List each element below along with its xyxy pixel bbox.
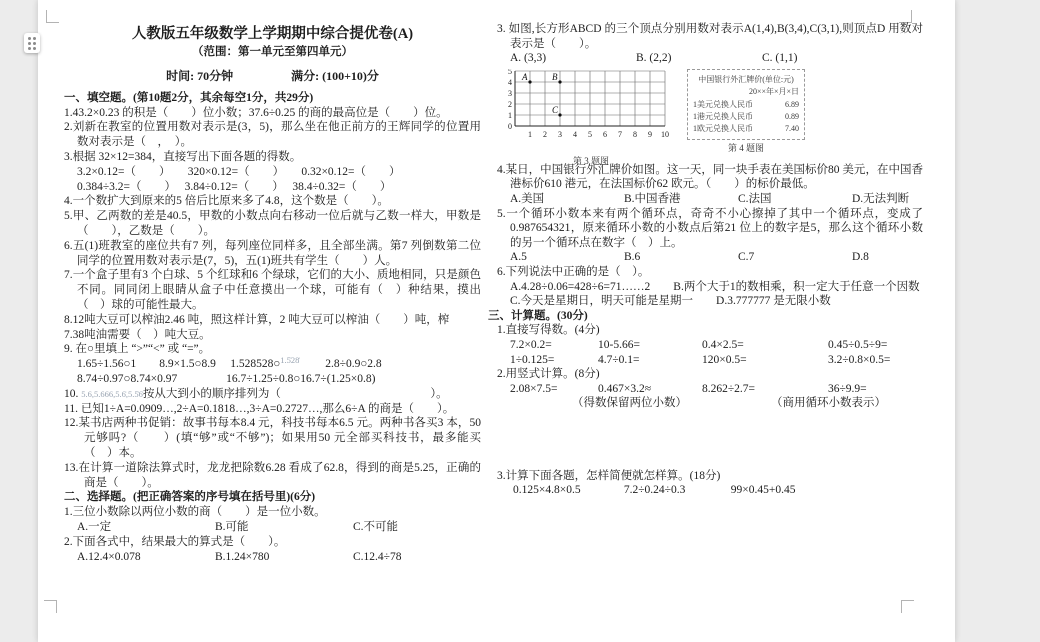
expression: 8.262÷2.7= bbox=[702, 382, 756, 395]
y-tick: 1 bbox=[508, 110, 512, 120]
choice-q5: 5.一个循环小数本来有两个循环点，奇奇不小心擦掉了其中一个循环点，变成了 0.987654321，原来循环小数的小数点后第21 位上的数字是5，那么这个循环小数的另一个循环点在数字（ ）上。 bbox=[497, 207, 923, 249]
fill-q3: 3.根据 32×12=384，直接写出下面各题的得数。 bbox=[64, 150, 302, 163]
dot bbox=[28, 47, 31, 50]
option-c: C.7 bbox=[738, 251, 755, 264]
option-b: B.可能 bbox=[215, 520, 249, 533]
option-c: C.法国 bbox=[738, 192, 772, 205]
dot bbox=[33, 47, 36, 50]
x-tick: 7 bbox=[618, 129, 622, 139]
calc1-row1 bbox=[497, 338, 923, 353]
dot bbox=[28, 42, 31, 45]
option-b: B. (2,2) bbox=[636, 52, 672, 65]
note-repeating-decimal: （商用循环小数表示） bbox=[771, 397, 886, 410]
fill-q1: 1.43.2×0.23 的积是（ ）位小数；37.6÷0.25 的商的最高位是（ ）位。 bbox=[64, 106, 448, 119]
choice-q1-options bbox=[64, 520, 481, 535]
option-b: B.中国香港 bbox=[624, 192, 681, 205]
rate-value: 0.89 bbox=[785, 112, 799, 121]
option-a: A.5 bbox=[510, 251, 527, 264]
fill-q13: 13.在计算一道除法算式时，龙龙把除数6.28 看成了62.8，得到的商是5.25，正确的商是（ ）。 bbox=[64, 461, 481, 489]
q9-row1-pre: 1.65÷1.56○1 8.9×1.5○8.9 1.528528○ bbox=[77, 358, 281, 371]
choice-q4: 4.某日，中国银行外汇牌价如图。这一天，同一块手表在美国标价80 美元，在中国香港标价610 港元，在法国标价62 欧元。（ ）的标价最低。 bbox=[497, 163, 923, 191]
y-tick: 2 bbox=[508, 99, 512, 109]
fill-q9: 9. 在○里填上 “>”“<” 或 “=”。 bbox=[64, 343, 211, 356]
choice-q6-options-cd: C.今天是星期日，明天可能是星期一 D.3.777777 是无限小数 bbox=[510, 295, 831, 308]
fill-q8-line1: 8.12吨大豆可以榨油2.46 吨，照这样计算，2 吨大豆可以榨油（ ）吨，榨 bbox=[64, 313, 450, 326]
x-tick: 1 bbox=[528, 129, 532, 139]
exchange-rate-figure bbox=[687, 69, 805, 156]
option-d: D.无法判断 bbox=[852, 192, 910, 205]
exam-scope: （范围：第一单元至第四单元） bbox=[192, 46, 353, 58]
exam-time: 时间: 70分钟 bbox=[166, 69, 234, 83]
fig4-caption: 第 4 题图 bbox=[727, 142, 764, 153]
exam-meta bbox=[64, 69, 481, 84]
expression: 7.2÷0.24÷0.3 bbox=[623, 484, 686, 497]
table-date: 20××年×月×日 bbox=[748, 87, 799, 97]
fill-q7: 7.一个盒子里有3 个白球、5 个红球和6 个绿球，它们的大小、质地相同，只是颜色不同。同同闭上眼睛从盒子中任意摸出一个球，可能有（ ）种结果，摸出（ ）球的可能性最大。 bbox=[64, 269, 481, 311]
fill-q12: 12.某书店两种书促销：故事书每本8.4 元，科技书每本6.5 元。两种书各买3 本，50 元够吗?（ ）(填“够”或“不够”)；如果用50 元全部买科技书，最多能买（ ）本。 bbox=[64, 417, 481, 459]
option-a: A.一定 bbox=[77, 520, 112, 533]
expression: 4.7÷0.1= bbox=[598, 353, 640, 366]
option-c: C.不可能 bbox=[353, 520, 399, 533]
fill-q3-row2: 0.384÷3.2=（ ） 3.84÷0.12=（ ） 38.4÷0.32=（ ） bbox=[77, 180, 392, 193]
x-tick: 4 bbox=[573, 129, 577, 139]
fill-q9-row2: 8.74÷0.97○8.74×0.97 16.7÷1.25÷0.8○16.7÷(1.25×0.8) bbox=[77, 372, 376, 385]
margin-mark-top-left bbox=[46, 10, 59, 23]
option-a: A.美国 bbox=[510, 192, 545, 205]
grid-chart bbox=[503, 69, 679, 149]
expression: 0.4×2.5= bbox=[702, 338, 744, 351]
expression: 36÷9.9= bbox=[828, 382, 867, 395]
point-c-label: C bbox=[552, 104, 559, 115]
fill-q11: 11. 已知1÷A=0.0909…,2÷A=0.1818…,3÷A=0.2727…,那么6÷A 的商是（ ）。 bbox=[64, 402, 455, 415]
expression: 0.125×4.8×0.5 bbox=[513, 484, 581, 497]
option-c: C.12.4÷78 bbox=[353, 550, 402, 563]
choice-q6: 6.下列说法中正确的是（ ）。 bbox=[497, 265, 650, 278]
option-c: C. (1,1) bbox=[762, 52, 798, 65]
calc1-row2 bbox=[497, 353, 923, 368]
currency-label: 1港元兑换人民币 bbox=[693, 112, 753, 121]
exchange-rate-table bbox=[687, 69, 805, 140]
choice-q5-options bbox=[497, 250, 923, 265]
calc3-header: 3.计算下面各题，怎样简便就怎样算。(18分) bbox=[497, 469, 721, 482]
expression: 1÷0.125= bbox=[510, 353, 555, 366]
x-tick: 9 bbox=[648, 129, 652, 139]
fig3-caption: 第 3 题图 bbox=[572, 156, 609, 167]
fill-q3-row1: 3.2×0.12=（ ） 320×0.12=（ ） 0.32×0.12=（ ） bbox=[77, 165, 401, 178]
table-row bbox=[693, 111, 799, 123]
repeating-decimal-note: 1.5̇28̇ bbox=[280, 355, 300, 366]
margin-mark-bottom-right bbox=[901, 600, 914, 613]
table-row bbox=[693, 99, 799, 111]
expression: 7.2×0.2= bbox=[510, 338, 552, 351]
x-tick: 5 bbox=[588, 129, 592, 139]
y-tick: 3 bbox=[508, 88, 512, 98]
choice-q1: 1.三位小数除以两位小数的商（ ）是一位小数。 bbox=[64, 506, 326, 519]
table-row bbox=[693, 123, 799, 135]
choice-q4-options bbox=[497, 192, 923, 207]
point-a-label: A bbox=[522, 71, 528, 82]
y-tick: 0 bbox=[508, 121, 512, 131]
dot bbox=[33, 37, 36, 40]
q9-row1-post: 2.8÷0.9○2.8 bbox=[299, 358, 382, 371]
exam-score: 满分: (100+10)分 bbox=[291, 69, 379, 83]
x-tick: 6 bbox=[603, 129, 607, 139]
expression: 2.08×7.5= bbox=[510, 382, 558, 395]
section2-header: 二、选择题。(把正确答案的序号填在括号里)(6分) bbox=[64, 491, 316, 504]
section1-header: 一、填空题。(第10题2分，其余每空1分，共29分) bbox=[64, 91, 314, 104]
y-tick: 5 bbox=[508, 68, 512, 76]
dot bbox=[33, 42, 36, 45]
expression: 3.2÷0.8×0.5= bbox=[828, 353, 891, 366]
fill-q10 bbox=[64, 387, 481, 402]
rate-value: 6.89 bbox=[785, 99, 799, 109]
choice-q2: 2.下面各式中，结果最大的算式是（ ）。 bbox=[64, 535, 286, 548]
option-d: D.8 bbox=[852, 251, 869, 264]
calc2-row bbox=[497, 382, 923, 397]
drag-handle-icon[interactable] bbox=[24, 33, 40, 53]
note-round-two-decimals: （得数保留两位小数） bbox=[572, 397, 687, 410]
choice-q3-options bbox=[497, 51, 923, 66]
option-a: A.12.4×0.078 bbox=[77, 550, 141, 563]
option-a: A. (3,3) bbox=[510, 52, 547, 65]
expression: 0.467×3.2≈ bbox=[598, 382, 652, 395]
x-tick: 8 bbox=[633, 129, 637, 139]
fill-q8-line2: 7.38吨油需要（ ）吨大豆。 bbox=[64, 328, 211, 341]
x-tick: 10 bbox=[661, 129, 669, 139]
table-title: 中国银行外汇牌价(单位:元) bbox=[698, 74, 794, 84]
x-tick: 3 bbox=[558, 129, 562, 139]
expression: 10-5.66= bbox=[598, 338, 640, 351]
margin-mark-bottom-left bbox=[44, 600, 57, 613]
currency-label: 1欧元兑换人民币 bbox=[693, 124, 753, 134]
dot bbox=[28, 37, 31, 40]
currency-label: 1美元兑换人民币 bbox=[693, 99, 753, 109]
fill-q6: 6.五(1)班教室的座位共有7 列，每列座位同样多，且全部坐满。第7 列倒数第二位同学的位置用数对表示是(7，5)，五(1)班共有学生（ ）人。 bbox=[64, 239, 481, 267]
calc3-row bbox=[497, 483, 923, 498]
fill-q5: 5.甲、乙两数的差是40.5，甲数的小数点向右移动一位后就与乙数一样大，甲数是（ ），乙数是（ ）。 bbox=[64, 210, 481, 237]
calc2-header: 2.用竖式计算。(8分) bbox=[497, 368, 600, 381]
calc2-notes bbox=[497, 396, 923, 411]
q10-number: 10. bbox=[64, 387, 82, 400]
option-b: B.6 bbox=[624, 251, 641, 264]
choice-q3: 3. 如图,长方形ABCD 的三个顶点分别用数对表示A(1,4),B(3,4),C(3,1),则顶点D 用数对表示是（ ）。 bbox=[497, 23, 923, 50]
fill-q9-row1 bbox=[64, 357, 481, 372]
fill-q4: 4.一个数扩大到原来的5 倍后比原来多了4.8，这个数是（ ）。 bbox=[64, 195, 389, 208]
calc1-header: 1.直接写得数。(4分) bbox=[497, 324, 600, 337]
right-column bbox=[488, 22, 923, 498]
x-tick: 2 bbox=[543, 129, 547, 139]
point-b-label: B bbox=[552, 71, 558, 82]
exam-title: 人教版五年级数学上学期期中综合提优卷(A) bbox=[131, 26, 414, 42]
coordinate-grid-figure bbox=[503, 69, 679, 169]
figures-row bbox=[497, 68, 923, 167]
q10-text: 按从大到小的顺序排列为（ ）。 bbox=[142, 387, 448, 400]
left-column bbox=[64, 24, 481, 564]
choice-q6-options-ab: A.4.28÷0.06=428÷6=71……2 B.两个大于1的数相乘，积一定大于任意一个因数 bbox=[510, 280, 920, 293]
y-tick: 4 bbox=[508, 77, 512, 87]
rate-value: 7.40 bbox=[785, 124, 799, 134]
expression: 99×0.45+0.45 bbox=[730, 484, 796, 497]
choice-q2-options bbox=[64, 550, 481, 565]
expression: 120×0.5= bbox=[702, 353, 747, 366]
number-sequence: 5.6,5.666,5.6̇,5.5̇6̇ bbox=[81, 388, 143, 399]
option-b: B.1.24×780 bbox=[215, 550, 270, 563]
section3-header: 三、计算题。(30分) bbox=[488, 309, 588, 322]
expression: 0.45÷0.5÷9= bbox=[828, 338, 888, 351]
fill-q2: 2.刘新在教室的位置用数对表示是(3，5)，那么坐在他正前方的王辉同学的位置用数对表示是（ ， ）。 bbox=[64, 121, 481, 149]
